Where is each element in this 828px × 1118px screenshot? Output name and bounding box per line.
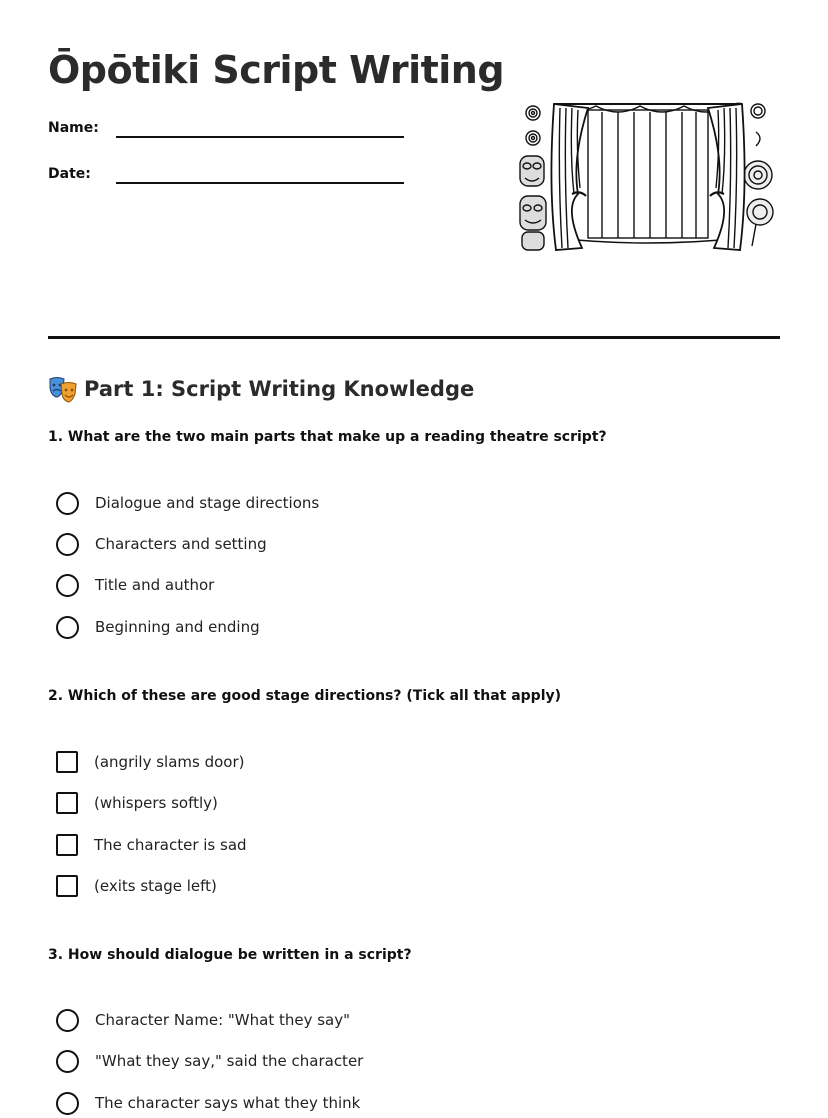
- date-label: Date:: [48, 166, 91, 182]
- option-label: Beginning and ending: [95, 618, 260, 636]
- option-label: (exits stage left): [94, 877, 217, 895]
- performing-arts-masks-icon: [48, 374, 78, 404]
- question-1: 1. What are the two main parts that make up a reading theatre script?: [48, 429, 607, 445]
- option-label: Character Name: "What they say": [95, 1011, 351, 1029]
- page-title: Ōpōtiki Script Writing: [48, 48, 505, 92]
- q3-option-1[interactable]: [56, 1007, 350, 1033]
- question-3: 3. How should dialogue be written in a script?: [48, 947, 412, 963]
- radio-button[interactable]: [56, 616, 79, 639]
- checkbox[interactable]: [56, 875, 78, 897]
- part1-heading: [48, 372, 474, 406]
- q1-option-2[interactable]: [56, 531, 267, 557]
- q2-option-1[interactable]: [56, 749, 244, 775]
- option-label: Characters and setting: [95, 535, 267, 553]
- q2-option-4[interactable]: [56, 873, 217, 899]
- question-2: 2. Which of these are good stage directions? (Tick all that apply): [48, 688, 562, 704]
- name-input-line[interactable]: [116, 136, 404, 138]
- radio-button[interactable]: [56, 533, 79, 556]
- q2-option-3[interactable]: [56, 832, 247, 858]
- q1-option-3[interactable]: [56, 572, 214, 598]
- checkbox[interactable]: [56, 834, 78, 856]
- option-label: Title and author: [95, 576, 215, 594]
- q1-option-4[interactable]: [56, 614, 260, 640]
- option-label: The character says what they think: [95, 1094, 361, 1112]
- q2-option-2[interactable]: [56, 790, 218, 816]
- option-label: "What they say," said the character: [95, 1052, 364, 1070]
- name-field[interactable]: [48, 114, 408, 144]
- checkbox[interactable]: [56, 792, 78, 814]
- part1-heading-text: Part 1: Script Writing Knowledge: [84, 377, 475, 401]
- q3-option-3[interactable]: [56, 1090, 360, 1116]
- checkbox[interactable]: [56, 751, 78, 773]
- radio-button[interactable]: [56, 492, 79, 515]
- radio-button[interactable]: [56, 1009, 79, 1032]
- option-label: The character is sad: [94, 836, 247, 854]
- radio-button[interactable]: [56, 1092, 79, 1115]
- radio-button[interactable]: [56, 574, 79, 597]
- date-input-line[interactable]: [116, 182, 404, 184]
- option-label: Dialogue and stage directions: [95, 494, 320, 512]
- section-divider: [48, 336, 780, 339]
- radio-button[interactable]: [56, 1050, 79, 1073]
- option-label: (whispers softly): [94, 794, 218, 812]
- q1-option-1[interactable]: [56, 490, 319, 516]
- option-label: (angrily slams door): [94, 753, 245, 771]
- name-label: Name:: [48, 120, 99, 136]
- q3-option-2[interactable]: [56, 1048, 363, 1074]
- date-field[interactable]: [48, 160, 408, 190]
- theatre-stage-icon: [516, 98, 778, 258]
